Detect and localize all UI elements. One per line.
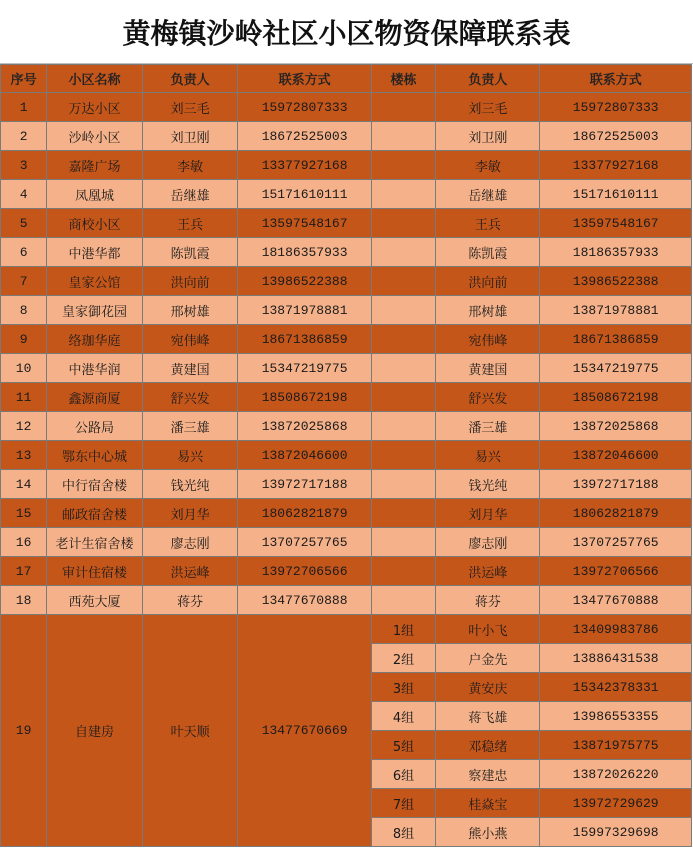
row-no: 2	[1, 122, 47, 151]
leader-name: 叶天顺	[142, 615, 238, 847]
building-leader: 钱光纯	[436, 470, 540, 499]
row-no: 13	[1, 441, 47, 470]
table-row	[1, 528, 692, 557]
leader-phone: 13707257765	[238, 528, 371, 557]
building: 1组	[371, 615, 435, 644]
building-leader: 黄建国	[436, 354, 540, 383]
leader-name: 洪运峰	[142, 557, 238, 586]
building-phone: 13986522388	[540, 267, 692, 296]
building-phone: 13871975775	[540, 731, 692, 760]
header-building: 楼栋	[371, 65, 435, 93]
leader-name: 易兴	[142, 441, 238, 470]
building-leader: 潘三雄	[436, 412, 540, 441]
building-phone: 15972807333	[540, 93, 692, 122]
building-leader: 桂焱宝	[436, 789, 540, 818]
table-row	[1, 122, 692, 151]
building-leader: 察建忠	[436, 760, 540, 789]
building	[371, 499, 435, 528]
leader-phone: 13872046600	[238, 441, 371, 470]
table-row	[1, 470, 692, 499]
community-name: 商校小区	[47, 209, 143, 238]
building-leader: 洪向前	[436, 267, 540, 296]
community-name: 皇家御花园	[47, 296, 143, 325]
leader-phone: 13377927168	[238, 151, 371, 180]
building-leader: 刘月华	[436, 499, 540, 528]
building-phone: 15171610111	[540, 180, 692, 209]
row-no: 6	[1, 238, 47, 267]
community-name: 审计住宿楼	[47, 557, 143, 586]
community-name: 皇家公馆	[47, 267, 143, 296]
row-no: 9	[1, 325, 47, 354]
leader-name: 黄建国	[142, 354, 238, 383]
building-leader: 王兵	[436, 209, 540, 238]
table-row	[1, 615, 692, 644]
leader-phone: 13872025868	[238, 412, 371, 441]
building-leader: 舒兴发	[436, 383, 540, 412]
leader-name: 王兵	[142, 209, 238, 238]
building: 4组	[371, 702, 435, 731]
building-leader: 洪运峰	[436, 557, 540, 586]
building	[371, 557, 435, 586]
leader-phone: 18508672198	[238, 383, 371, 412]
building-phone: 15342378331	[540, 673, 692, 702]
building-phone: 18508672198	[540, 383, 692, 412]
row-no: 14	[1, 470, 47, 499]
community-name: 中港华润	[47, 354, 143, 383]
building-leader: 叶小飞	[436, 615, 540, 644]
community-name: 邮政宿舍楼	[47, 499, 143, 528]
leader-phone: 18671386859	[238, 325, 371, 354]
building-leader: 易兴	[436, 441, 540, 470]
building-phone: 18186357933	[540, 238, 692, 267]
leader-phone: 13477670669	[238, 615, 371, 847]
leader-name: 蒋芬	[142, 586, 238, 615]
building-leader: 廖志刚	[436, 528, 540, 557]
building	[371, 267, 435, 296]
building-phone: 18672525003	[540, 122, 692, 151]
building	[371, 354, 435, 383]
leader-name: 李敏	[142, 151, 238, 180]
header-row	[1, 65, 692, 93]
row-no: 12	[1, 412, 47, 441]
building: 3组	[371, 673, 435, 702]
building	[371, 180, 435, 209]
building: 2组	[371, 644, 435, 673]
leader-phone: 18672525003	[238, 122, 371, 151]
table-row	[1, 586, 692, 615]
header-building-phone: 联系方式	[540, 65, 692, 93]
row-no: 15	[1, 499, 47, 528]
building	[371, 528, 435, 557]
table-row	[1, 267, 692, 296]
table-row	[1, 383, 692, 412]
building	[371, 586, 435, 615]
leader-name: 廖志刚	[142, 528, 238, 557]
building	[371, 441, 435, 470]
leader-name: 邢树雄	[142, 296, 238, 325]
table-row	[1, 325, 692, 354]
table-row	[1, 93, 692, 122]
leader-phone: 13871978881	[238, 296, 371, 325]
building-leader: 岳继雄	[436, 180, 540, 209]
row-no: 8	[1, 296, 47, 325]
building-phone: 13972706566	[540, 557, 692, 586]
leader-name: 岳继雄	[142, 180, 238, 209]
community-name: 万达小区	[47, 93, 143, 122]
contact-table	[0, 64, 692, 847]
leader-phone: 15972807333	[238, 93, 371, 122]
row-no: 18	[1, 586, 47, 615]
building-phone: 13871978881	[540, 296, 692, 325]
leader-name: 钱光纯	[142, 470, 238, 499]
building	[371, 151, 435, 180]
table-row	[1, 296, 692, 325]
building	[371, 412, 435, 441]
building	[371, 122, 435, 151]
building-leader: 蒋飞雄	[436, 702, 540, 731]
leader-name: 宛伟峰	[142, 325, 238, 354]
building-leader: 熊小燕	[436, 818, 540, 847]
building-phone: 13872026220	[540, 760, 692, 789]
building-phone: 13597548167	[540, 209, 692, 238]
building-phone: 18671386859	[540, 325, 692, 354]
table-row	[1, 180, 692, 209]
community-name: 鄂东中心城	[47, 441, 143, 470]
row-no: 7	[1, 267, 47, 296]
leader-phone: 13477670888	[238, 586, 371, 615]
community-name: 中港华都	[47, 238, 143, 267]
building	[371, 238, 435, 267]
building: 8组	[371, 818, 435, 847]
leader-name: 洪向前	[142, 267, 238, 296]
building-phone: 13986553355	[540, 702, 692, 731]
community-name: 老计生宿舍楼	[47, 528, 143, 557]
leader-phone: 15171610111	[238, 180, 371, 209]
community-name: 自建房	[47, 615, 143, 847]
leader-name: 刘月华	[142, 499, 238, 528]
building	[371, 325, 435, 354]
building-leader: 邓稳绪	[436, 731, 540, 760]
building	[371, 296, 435, 325]
leader-name: 舒兴发	[142, 383, 238, 412]
row-no: 19	[1, 615, 47, 847]
building-phone: 13377927168	[540, 151, 692, 180]
building-phone: 15997329698	[540, 818, 692, 847]
header-no: 序号	[1, 65, 47, 93]
leader-phone: 18062821879	[238, 499, 371, 528]
building-phone: 15347219775	[540, 354, 692, 383]
leader-phone: 13597548167	[238, 209, 371, 238]
community-name: 公路局	[47, 412, 143, 441]
building-leader: 陈凯霞	[436, 238, 540, 267]
table-row	[1, 412, 692, 441]
header-name: 小区名称	[47, 65, 143, 93]
table-row	[1, 557, 692, 586]
header-phone: 联系方式	[238, 65, 371, 93]
leader-phone: 13972717188	[238, 470, 371, 499]
building-leader: 邢树雄	[436, 296, 540, 325]
row-no: 11	[1, 383, 47, 412]
leader-phone: 13986522388	[238, 267, 371, 296]
building-phone: 13886431538	[540, 644, 692, 673]
building	[371, 470, 435, 499]
leader-name: 潘三雄	[142, 412, 238, 441]
table-title: 黄梅镇沙岭社区小区物资保障联系表	[0, 0, 693, 64]
building-leader: 户金先	[436, 644, 540, 673]
building-phone: 13409983786	[540, 615, 692, 644]
row-no: 10	[1, 354, 47, 383]
header-leader: 负责人	[142, 65, 238, 93]
leader-name: 刘三毛	[142, 93, 238, 122]
table-row	[1, 441, 692, 470]
leader-phone: 15347219775	[238, 354, 371, 383]
row-no: 1	[1, 93, 47, 122]
building-phone: 13972717188	[540, 470, 692, 499]
building: 6组	[371, 760, 435, 789]
building-leader: 刘三毛	[436, 93, 540, 122]
building	[371, 383, 435, 412]
community-name: 中行宿舍楼	[47, 470, 143, 499]
row-no: 5	[1, 209, 47, 238]
building-leader: 李敏	[436, 151, 540, 180]
building-phone: 18062821879	[540, 499, 692, 528]
table-row	[1, 354, 692, 383]
header-building-leader: 负责人	[436, 65, 540, 93]
community-name: 络珈华庭	[47, 325, 143, 354]
building	[371, 209, 435, 238]
building: 7组	[371, 789, 435, 818]
building: 5组	[371, 731, 435, 760]
community-name: 嘉隆广场	[47, 151, 143, 180]
community-name: 鑫源商厦	[47, 383, 143, 412]
building-leader: 刘卫刚	[436, 122, 540, 151]
building	[371, 93, 435, 122]
community-name: 西苑大厦	[47, 586, 143, 615]
leader-name: 陈凯霞	[142, 238, 238, 267]
building-phone: 13477670888	[540, 586, 692, 615]
row-no: 17	[1, 557, 47, 586]
building-leader: 宛伟峰	[436, 325, 540, 354]
building-leader: 黄安庆	[436, 673, 540, 702]
building-leader: 蒋芬	[436, 586, 540, 615]
row-no: 3	[1, 151, 47, 180]
table-row	[1, 499, 692, 528]
table-row	[1, 209, 692, 238]
leader-phone: 13972706566	[238, 557, 371, 586]
building-phone: 13872025868	[540, 412, 692, 441]
row-no: 4	[1, 180, 47, 209]
building-phone: 13972729629	[540, 789, 692, 818]
community-name: 沙岭小区	[47, 122, 143, 151]
leader-name: 刘卫刚	[142, 122, 238, 151]
table-row	[1, 238, 692, 267]
leader-phone: 18186357933	[238, 238, 371, 267]
building-phone: 13872046600	[540, 441, 692, 470]
building-phone: 13707257765	[540, 528, 692, 557]
table-row	[1, 151, 692, 180]
row-no: 16	[1, 528, 47, 557]
community-name: 凤凰城	[47, 180, 143, 209]
